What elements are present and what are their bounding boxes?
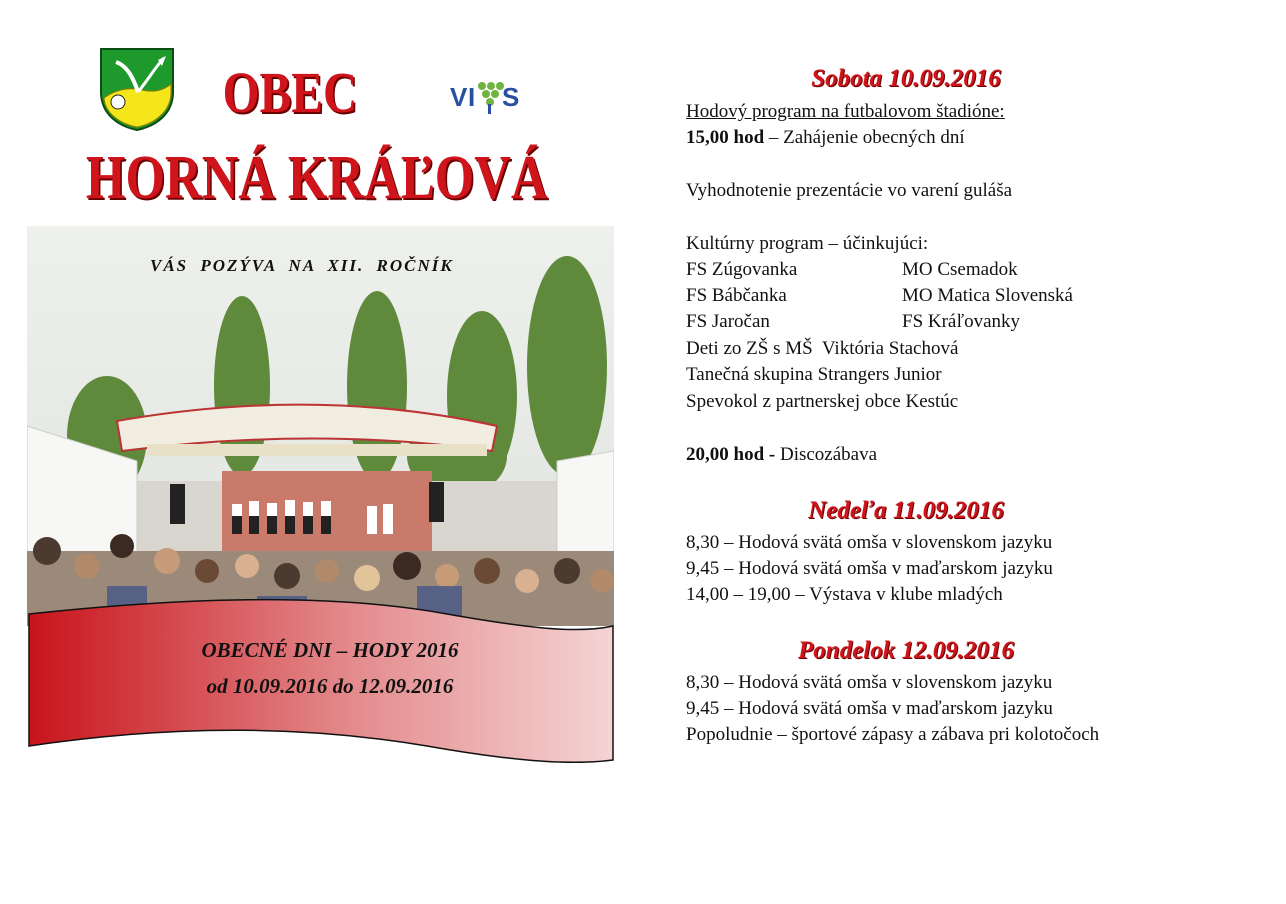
sunday-item: 9,45 – Hodová svätá omša v maďarskom jazyku: [686, 558, 1053, 579]
saturday-subtitle: Hodový program na futbalovom štadióne:: [686, 101, 1005, 122]
event-photo: [27, 226, 614, 626]
performer-item: FS Zúgovanka: [686, 259, 798, 280]
culture-heading: Kultúrny program – účinkujúci:: [686, 233, 929, 254]
vitis-logo: [448, 76, 522, 116]
invite-text: VÁS POZÝVA NA XII. ROČNÍK: [150, 256, 454, 275]
monday-item: 8,30 – Hodová svätá omša v slovenskom jazyku: [686, 672, 1053, 693]
performer-item: Tanečná skupina Strangers Junior: [686, 364, 942, 385]
saturday-heading: Sobota 10.09.2016: [811, 65, 1001, 92]
performer-item: MO Matica Slovenská: [902, 285, 1073, 306]
monday-item: 9,45 – Hodová svätá omša v maďarskom jazyku: [686, 698, 1053, 719]
sunday-item: 8,30 – Hodová svätá omša v slovenskom jazyku: [686, 532, 1053, 553]
performer-item: FS Kráľovanky: [902, 311, 1021, 332]
sunday-heading: Nedeľa 11.09.2016: [808, 497, 1004, 524]
banner-title: OBECNÉ DNI – HODY 2016: [201, 638, 459, 662]
disco-text: Discozábava: [775, 444, 878, 465]
svg-text:I: I: [468, 82, 476, 112]
monday-heading: Pondelok 12.09.2016: [798, 637, 1014, 664]
banner-dates: od 10.09.2016 do 12.09.2016: [206, 674, 454, 698]
title-village-name: HORNÁ KRÁĽOVÁ: [85, 144, 548, 212]
disco-time: 20,00 hod -: [686, 444, 776, 465]
sunday-item: 14,00 – 19,00 – Výstava v klube mladých: [686, 584, 1003, 605]
saturday-opening: [686, 125, 965, 151]
coat-of-arms-icon: [98, 46, 176, 132]
saturday-goulash: Vyhodnotenie prezentácie vo varení guláša: [686, 180, 1013, 201]
performer-item: Spevokol z partnerskej obce Kestúc: [686, 391, 959, 412]
performer-item: Deti zo ZŠ s MŠ Viktória Stachová: [686, 338, 959, 359]
opening-time: 15,00 hod: [686, 127, 765, 148]
svg-text:V: V: [450, 82, 468, 112]
opening-text: – Zahájenie obecných dní: [764, 127, 965, 148]
svg-text:S: S: [502, 82, 520, 112]
monday-item: Popoludnie – športové zápasy a zábava pri kolotočoch: [686, 724, 1100, 745]
title-obec: OBEC: [222, 60, 358, 125]
performer-item: MO Csemadok: [902, 259, 1018, 280]
performer-item: FS Jaročan: [686, 311, 770, 332]
saturday-disco: [686, 442, 877, 468]
performer-item: FS Bábčanka: [686, 285, 787, 306]
